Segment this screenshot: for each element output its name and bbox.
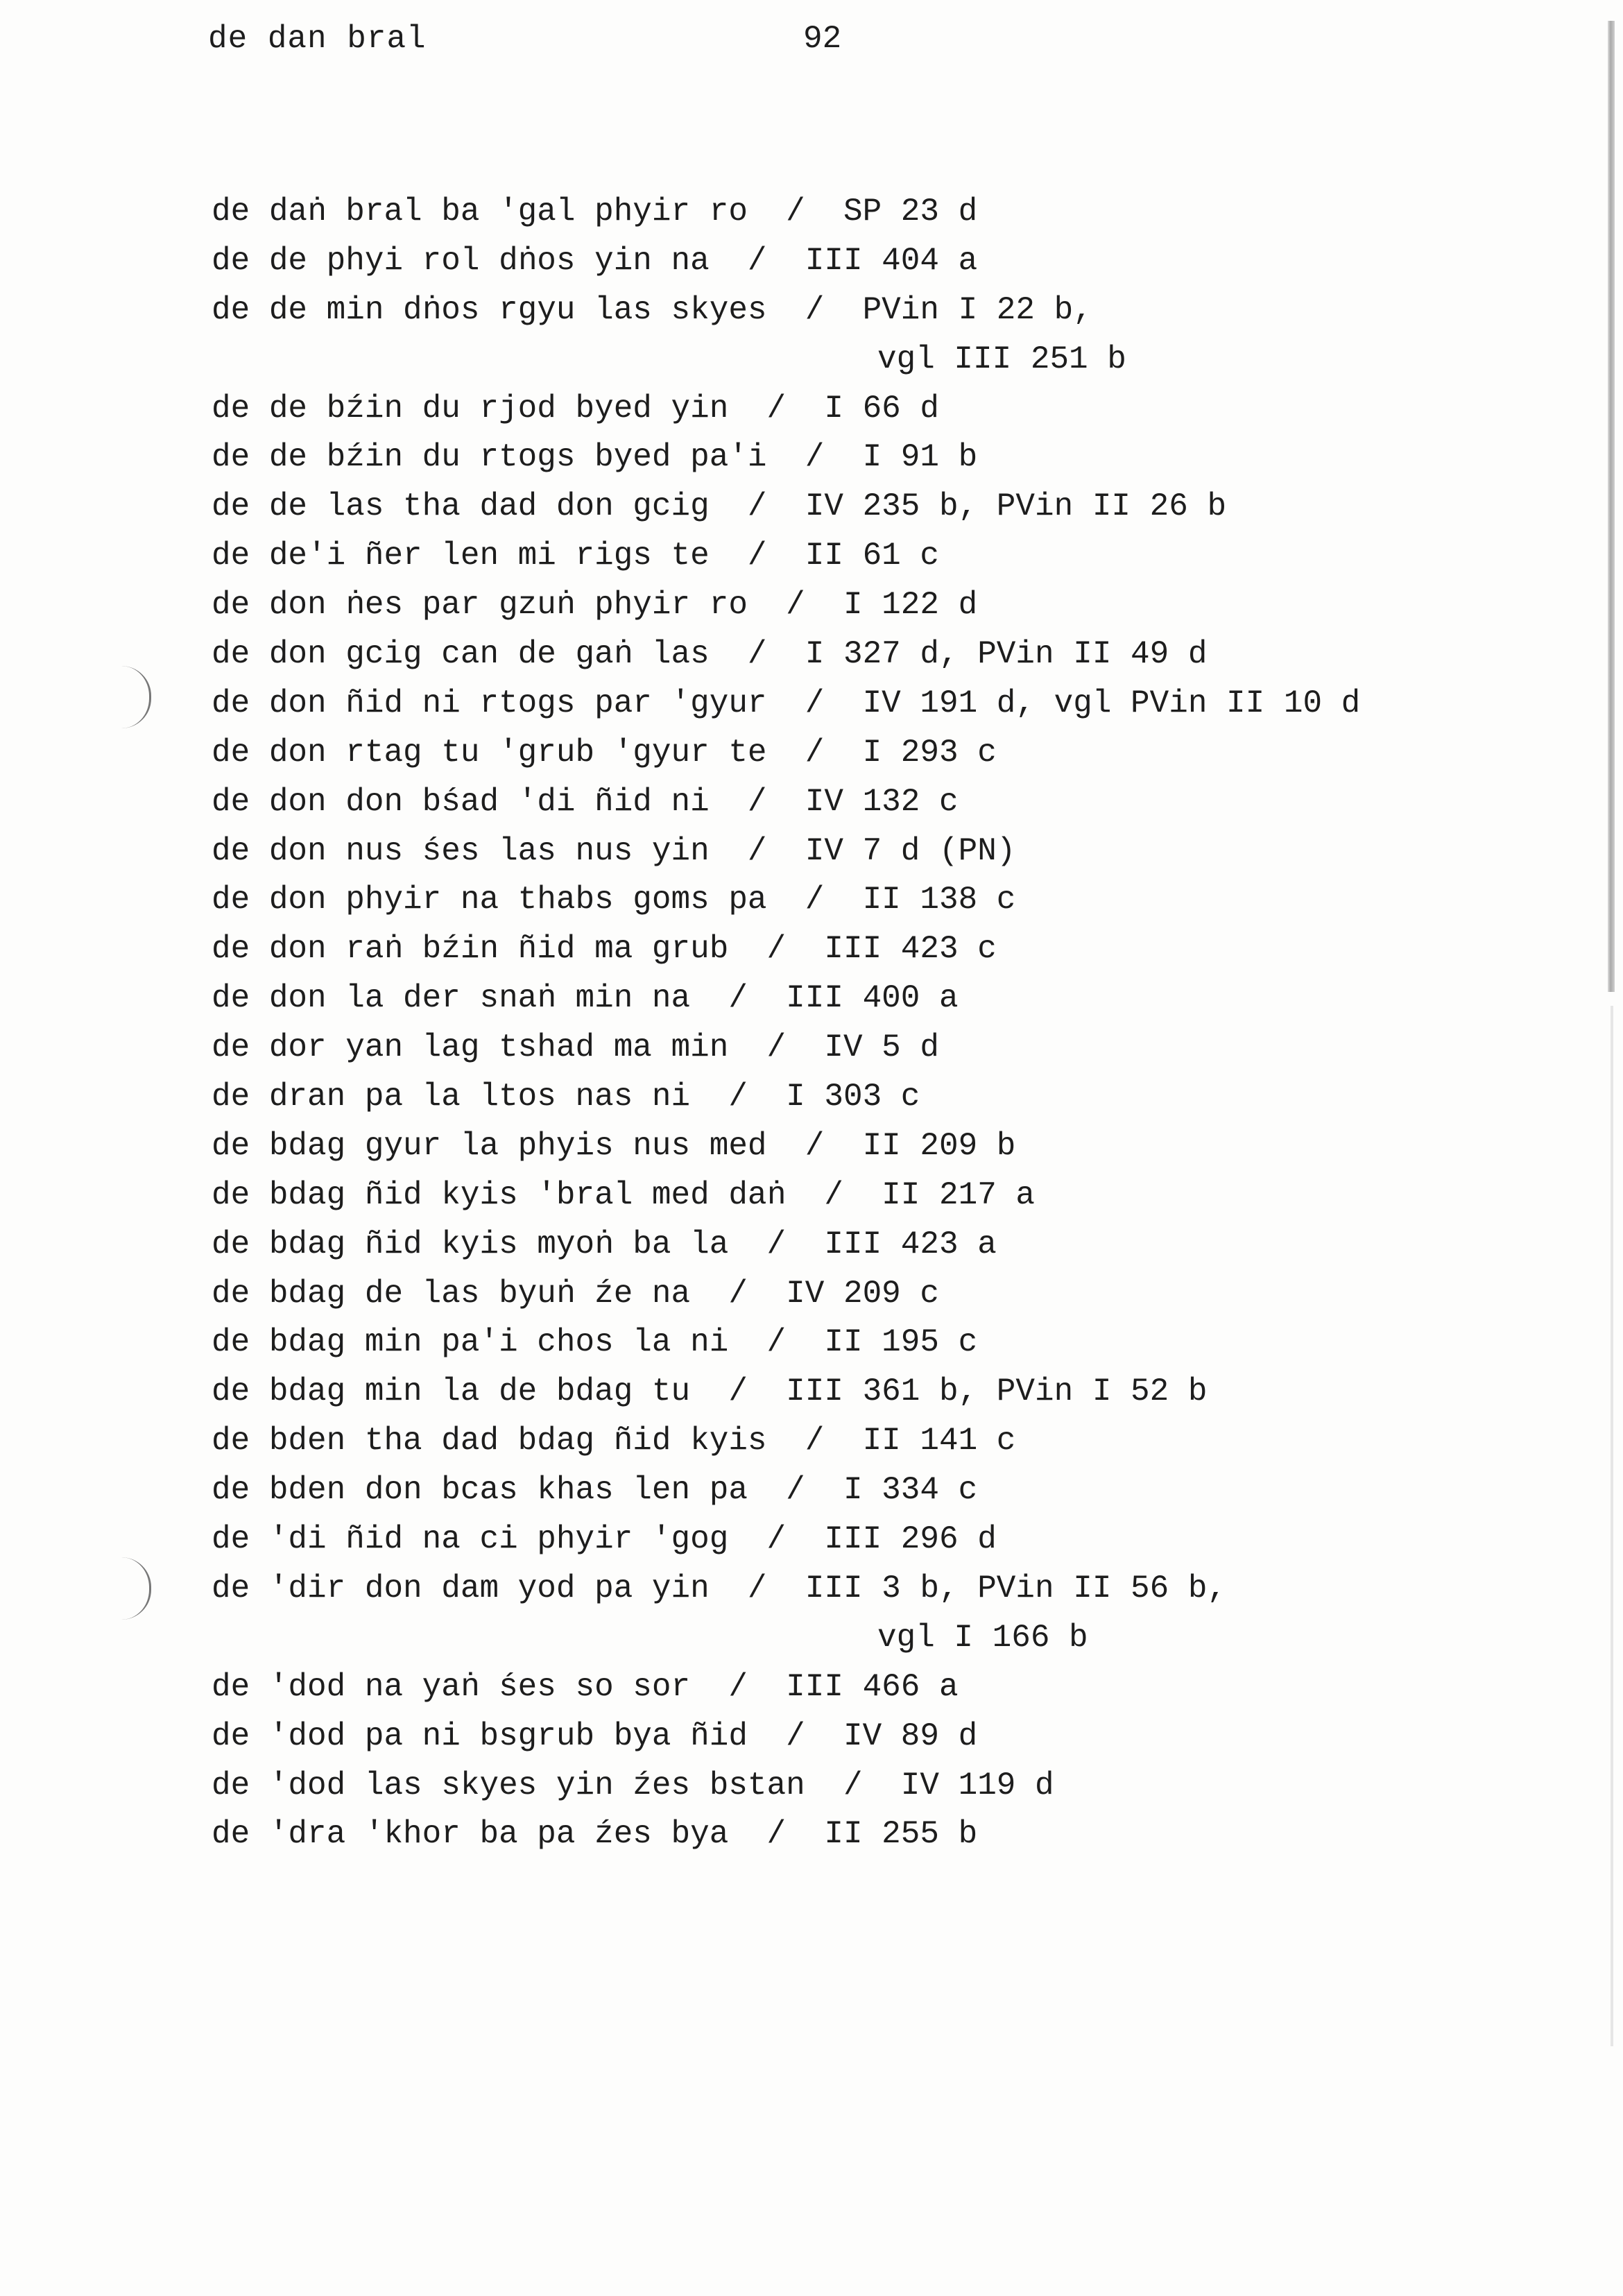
index-entry (212, 827, 1495, 876)
entry-separator: / (728, 832, 805, 869)
index-entry (212, 630, 1495, 679)
index-entry (212, 1122, 1495, 1171)
entry-reference: I 122 d (843, 587, 978, 624)
entry-separator: / (747, 390, 825, 427)
entry-reference: III 296 d (824, 1521, 997, 1558)
index-entry (212, 335, 1495, 384)
entry-reference: II 217 a (882, 1176, 1036, 1213)
entry-verse: de bdag min la de bdag tu (212, 1373, 691, 1410)
entry-separator: / (786, 439, 863, 476)
entry-reference: IV 191 d, vgl PVin II 10 d (862, 685, 1361, 721)
index-entry (212, 384, 1495, 434)
entry-separator: / (786, 1423, 863, 1459)
entry-separator: / (747, 1324, 825, 1361)
entry-reference: SP 23 d (843, 194, 978, 230)
entry-reference: IV 119 d (900, 1767, 1054, 1804)
index-entry (212, 974, 1495, 1023)
entry-separator: / (709, 1275, 787, 1312)
index-entry (212, 1269, 1495, 1319)
entry-verse: de bdag de las byuṅ źe na (212, 1275, 691, 1312)
entry-verse: de don nus śes las nus yin (212, 832, 710, 869)
entry-verse: de don ṅes par gzuṅ phyir ro (212, 587, 748, 624)
margin-bracket-mark (121, 1557, 151, 1620)
entry-reference: I 334 c (843, 1472, 978, 1509)
entry-separator: / (728, 538, 805, 574)
entry-list (212, 187, 1495, 1859)
index-entry (212, 778, 1495, 827)
index-entry (212, 531, 1495, 581)
entry-separator: / (728, 783, 805, 820)
scan-edge-shadow-lower (1611, 1006, 1613, 2046)
index-entry (212, 1515, 1495, 1564)
entry-verse: de don phyir na thabs goms pa (212, 882, 767, 918)
index-entry (212, 1023, 1495, 1072)
entry-verse: de don rtag tu 'grub 'gyur te (212, 734, 767, 771)
entry-separator: / (786, 1127, 863, 1164)
entry-reference: I 327 d, PVin II 49 d (805, 636, 1208, 673)
index-entry (212, 728, 1495, 778)
entry-verse: de daṅ bral ba 'gal phyir ro (212, 194, 748, 230)
entry-separator: / (786, 734, 863, 771)
index-entry (212, 1564, 1495, 1613)
index-entry (212, 1367, 1495, 1416)
entry-separator: / (709, 1079, 787, 1115)
entry-separator: / (747, 1226, 825, 1262)
index-entry (212, 286, 1495, 335)
index-entry (212, 1171, 1495, 1220)
entry-separator: / (824, 1767, 901, 1804)
index-entry (212, 1663, 1495, 1712)
entry-verse: de 'dod las skyes yin źes bstan (212, 1767, 805, 1804)
entry-separator: / (709, 1668, 787, 1705)
entry-verse: de 'dod na yaṅ śes so sor (212, 1668, 691, 1705)
index-entry (212, 875, 1495, 925)
index-entry (212, 679, 1495, 728)
entry-separator: / (747, 931, 825, 968)
entry-verse: de bdag ñid kyis 'bral med daṅ (212, 1176, 787, 1213)
entry-separator: / (766, 1472, 843, 1509)
entry-reference: III 404 a (805, 242, 978, 279)
index-entry (212, 1220, 1495, 1269)
entry-verse: de don la der snaṅ min na (212, 980, 691, 1017)
entry-reference: III 466 a (786, 1668, 959, 1705)
entry-reference: IV 209 c (786, 1275, 939, 1312)
entry-separator: / (786, 685, 863, 721)
index-entry (212, 1318, 1495, 1367)
entry-reference: IV 5 d (824, 1029, 939, 1066)
entry-reference: II 61 c (805, 538, 939, 574)
index-entry (212, 925, 1495, 974)
entry-separator: / (709, 980, 787, 1017)
entry-verse: de bdag gyur la phyis nus med (212, 1127, 767, 1164)
entry-separator: / (747, 1521, 825, 1558)
entry-separator: / (728, 636, 805, 673)
entry-reference-continued: vgl III 251 b (877, 341, 1126, 377)
entry-reference: PVin I 22 b, (862, 291, 1092, 328)
scan-edge-shadow (1608, 21, 1615, 992)
entry-reference: I 91 b (862, 439, 978, 476)
entry-reference: IV 235 b, PVin II 26 b (805, 488, 1227, 525)
entry-reference: III 423 c (824, 931, 997, 968)
margin-bracket-mark (121, 666, 151, 728)
entry-separator: / (766, 587, 843, 624)
page-number: 92 (803, 21, 842, 57)
entry-separator: / (728, 488, 805, 525)
index-entry (212, 1761, 1495, 1810)
running-head: de dan bral (208, 21, 427, 57)
entry-reference: IV 89 d (843, 1717, 978, 1754)
entry-reference: IV 132 c (805, 783, 959, 820)
entry-verse: de don ñid ni rtogs par 'gyur (212, 685, 767, 721)
entry-separator: / (728, 242, 805, 279)
entry-separator: / (747, 1029, 825, 1066)
entry-verse: de bdag ñid kyis myoṅ ba la (212, 1226, 729, 1262)
entry-reference: III 423 a (824, 1226, 997, 1262)
entry-reference: III 3 b, PVin II 56 b, (805, 1570, 1227, 1607)
entry-reference: III 361 b, PVin I 52 b (786, 1373, 1208, 1410)
index-entry (212, 433, 1495, 482)
entry-verse: de dor yan lag tshad ma min (212, 1029, 729, 1066)
entry-reference: IV 7 d (PN) (805, 832, 1016, 869)
entry-verse: de bden tha dad bdag ñid kyis (212, 1423, 767, 1459)
index-entry (212, 482, 1495, 531)
index-entry (212, 1810, 1495, 1859)
entry-separator: / (709, 1373, 787, 1410)
entry-separator: / (805, 1176, 882, 1213)
entry-separator: / (766, 1717, 843, 1754)
entry-reference-continued: vgl I 166 b (877, 1619, 1088, 1656)
entry-verse: de de bźin du rjod byed yin (212, 390, 729, 427)
entry-reference: II 209 b (862, 1127, 1016, 1164)
entry-separator: / (728, 1570, 805, 1607)
entry-verse: de dran pa la ltos nas ni (212, 1079, 691, 1115)
entry-reference: I 303 c (786, 1079, 920, 1115)
entry-separator: / (786, 882, 863, 918)
entry-verse: de de las tha dad don gcig (212, 488, 710, 525)
entry-verse: de bden don bcas khas len pa (212, 1472, 748, 1509)
index-entry (212, 1416, 1495, 1466)
entry-reference: II 141 c (862, 1423, 1016, 1459)
index-entry (212, 187, 1495, 237)
entry-verse: de de bźin du rtogs byed pa'i (212, 439, 767, 476)
entry-verse: de 'dir don dam yod pa yin (212, 1570, 710, 1607)
entry-reference: II 195 c (824, 1324, 978, 1361)
entry-verse: de 'dod pa ni bsgrub bya ñid (212, 1717, 748, 1754)
index-entry (212, 237, 1495, 286)
entry-verse: de bdag min pa'i chos la ni (212, 1324, 729, 1361)
entry-reference: II 138 c (862, 882, 1016, 918)
entry-reference: II 255 b (824, 1816, 978, 1853)
entry-verse: de 'di ñid na ci phyir 'gog (212, 1521, 729, 1558)
entry-verse: de de phyi rol dṅos yin na (212, 242, 710, 279)
entry-verse: de de min dṅos rgyu las skyes (212, 291, 767, 328)
entry-separator: / (747, 1816, 825, 1853)
index-entry (212, 1613, 1495, 1663)
entry-verse: de 'dra 'khor ba pa źes bya (212, 1816, 729, 1853)
index-entry (212, 581, 1495, 630)
entry-reference: I 293 c (862, 734, 997, 771)
entry-verse: de don raṅ bźin ñid ma grub (212, 931, 729, 968)
entry-verse: de don gcig can de gaṅ las (212, 636, 710, 673)
entry-separator: / (766, 194, 843, 230)
entry-verse: de don don bśad 'di ñid ni (212, 783, 710, 820)
index-entry (212, 1712, 1495, 1761)
index-entry (212, 1072, 1495, 1122)
entry-reference: III 400 a (786, 980, 959, 1017)
entry-verse: de de'i ñer len mi rigs te (212, 538, 710, 574)
entry-separator: / (786, 291, 863, 328)
entry-reference: I 66 d (824, 390, 939, 427)
index-entry (212, 1466, 1495, 1515)
